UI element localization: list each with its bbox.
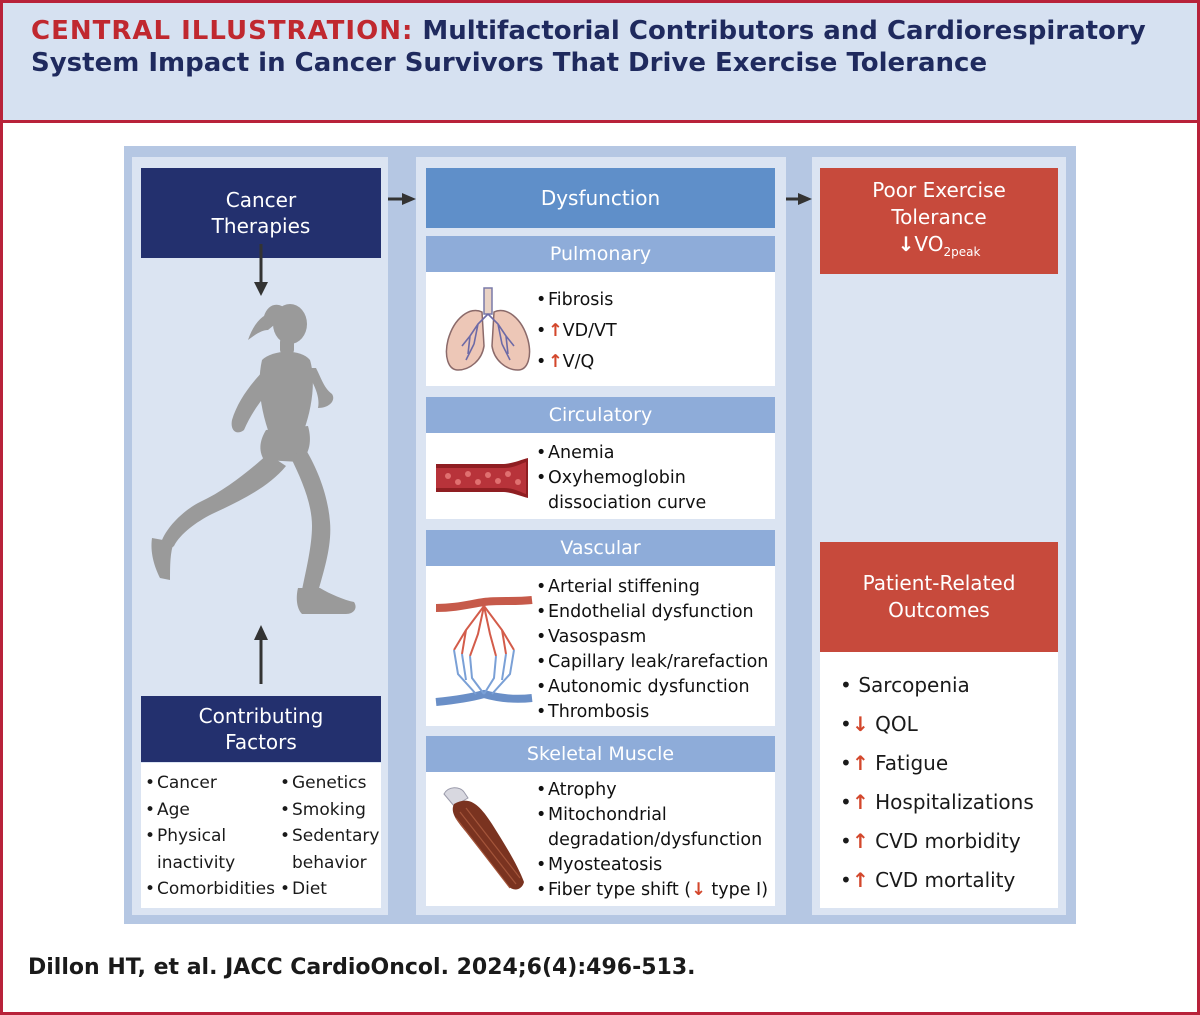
skeletal-muscle-header: Skeletal Muscle (426, 736, 775, 772)
down-arrow-icon: ↓ (897, 231, 915, 256)
vascular-list (536, 575, 768, 725)
blood-vessel-icon (434, 458, 530, 498)
factor-item: • Diet (280, 879, 327, 899)
pulmonary-item: •↑V/Q (536, 352, 595, 372)
outcome-item: •↑ Fatigue (840, 751, 949, 775)
header-title: Multifactorial Contributors and Cardiorespiratory System Impact in Cancer Survivors That Drive Exercise Tolerance (31, 16, 1146, 78)
factor-item: • Physical (145, 826, 227, 846)
contributing-line1: Contributing (198, 704, 324, 728)
up-arrow-icon: ↑ (852, 868, 869, 892)
outcome-item: •↑ Hospitalizations (840, 790, 1034, 814)
cancer-therapies-line1: Cancer (225, 188, 297, 212)
arrow-up-contributing (254, 625, 268, 684)
vascular-item: •Thrombosis (536, 702, 650, 722)
patient-outcomes-box (820, 542, 1058, 652)
arrow-right-to-dysfunction (388, 193, 416, 205)
header-tag: CENTRAL ILLUSTRATION: (31, 16, 414, 46)
factor-item: • Cancer (145, 773, 217, 793)
vascular-item: •Endothelial dysfunction (536, 602, 754, 622)
skeletal-item-cont: degradation/dysfunction (548, 830, 763, 850)
factor-item: • Comorbidities (145, 879, 275, 899)
vascular-header: Vascular (426, 530, 775, 566)
vascular-item: •Arterial stiffening (536, 577, 700, 597)
circulatory-item: •Oxyhemoglobin (536, 468, 686, 488)
arrow-down-therapies (254, 244, 268, 296)
outcome-item: •↓ QOL (840, 712, 918, 736)
skeletal-item: •Mitochondrial (536, 805, 667, 825)
factor-item: • Sedentary (280, 826, 380, 846)
pulmonary-header: Pulmonary (426, 236, 775, 272)
outcome-item: •↑ CVD mortality (840, 868, 1016, 892)
factor-item: • Genetics (280, 773, 367, 793)
factor-item: • Age (145, 799, 190, 820)
up-arrow-icon: ↑ (852, 751, 869, 775)
factor-item: • Smoking (280, 799, 366, 820)
pulmonary-list (536, 285, 617, 378)
up-arrow-icon: ↑ (548, 352, 563, 372)
outcomes-line1: Patient-Related (862, 571, 1016, 595)
factor-item-cont: inactivity (157, 852, 236, 873)
outcomes-list (840, 666, 1034, 900)
capillary-bed-icon (436, 594, 532, 712)
factor-item-cont: behavior (292, 852, 367, 873)
down-arrow-icon: ↓ (691, 880, 706, 900)
runner-silhouette (140, 290, 380, 630)
up-arrow-icon: ↑ (852, 790, 869, 814)
outcomes-line2: Outcomes (888, 598, 990, 622)
cancer-therapies-line2: Therapies (211, 214, 311, 238)
circulatory-item-cont: dissociation curve (548, 493, 707, 513)
skeletal-item: •Atrophy (536, 780, 617, 800)
dysfunction-box: Dysfunction (426, 168, 775, 228)
down-arrow-icon: ↓ (852, 712, 869, 736)
arrow-right-to-poor-tolerance (782, 193, 812, 205)
contributing-factors-box (141, 696, 381, 762)
circulatory-item: •Anemia (536, 443, 615, 463)
factors-list-col2 (280, 770, 379, 903)
poor-exercise-tolerance-box (820, 168, 1058, 274)
outcome-item: • Sarcopenia (840, 673, 970, 697)
vo2peak-label: $↓VO_{2peak}$ (897, 231, 981, 259)
circulatory-header: Circulatory (426, 397, 775, 433)
skeletal-muscle-list (536, 778, 768, 903)
pulmonary-item: •↑VD/VT (536, 321, 617, 341)
vascular-item: •Capillary leak/rarefaction (536, 652, 769, 672)
pulmonary-item: •Fibrosis (536, 290, 614, 310)
factors-list-col1 (145, 770, 275, 903)
skeletal-item: •Myosteatosis (536, 855, 663, 875)
skeletal-item: •Fiber type shift (↓ type I) (536, 880, 769, 900)
vascular-item: •Vasospasm (536, 627, 647, 647)
poor-line1: Poor Exercise (872, 177, 1006, 202)
vascular-item: •Autonomic dysfunction (536, 677, 750, 697)
lungs-icon (440, 284, 536, 380)
contributing-line2: Factors (225, 730, 297, 754)
poor-line2: Tolerance (891, 204, 987, 229)
outcome-item: •↑ CVD morbidity (840, 829, 1021, 853)
citation: Dillon HT, et al. JACC CardioOncol. 2024;6(4):496-513. (28, 955, 696, 980)
muscle-icon (438, 784, 534, 894)
up-arrow-icon: ↑ (852, 829, 869, 853)
circulatory-list (536, 441, 706, 516)
up-arrow-icon: ↑ (548, 321, 563, 341)
